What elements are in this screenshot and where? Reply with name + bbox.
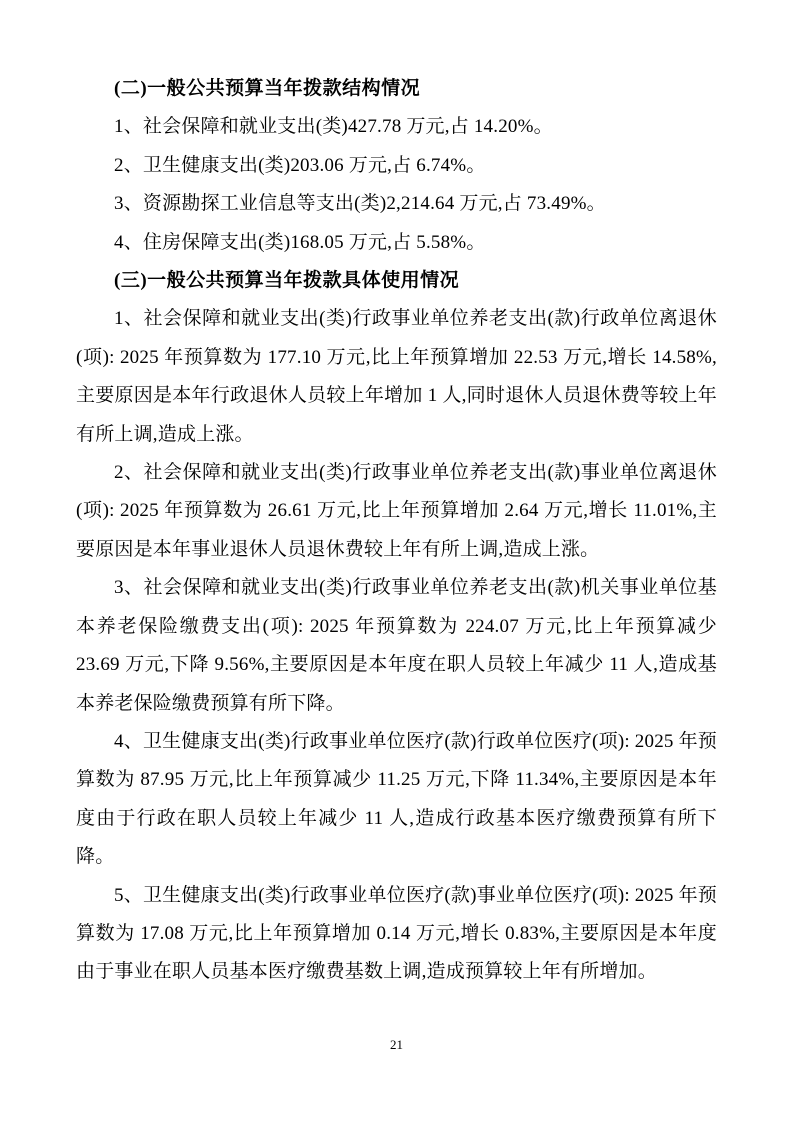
- usage-paragraph-institution-medical: 5、卫生健康支出(类)行政事业单位医疗(款)事业单位医疗(项): 2025 年预算数为 17.08 万元,比上年预算增加 0.14 万元,增长 0.83%,主要原因是本年度由于事业在职人员基本医疗缴费基数上调,造成预算较上年有所增加。: [76, 884, 717, 983]
- section-heading-allocation-usage: (三)一般公共预算当年拨款具体使用情况: [114, 270, 460, 292]
- structure-item-housing: 4、住房保障支出(类)168.05 万元,占 5.58%。: [114, 231, 486, 253]
- structure-item-social-security: 1、社会保障和就业支出(类)427.78 万元,占 14.20%。: [114, 116, 553, 138]
- usage-paragraph-institution-retirement: 2、社会保障和就业支出(类)行政事业单位养老支出(款)事业单位离退休(项): 2025 年预算数为 26.61 万元,比上年预算增加 2.64 万元,增长 11.01%,主要原因是本年事业退休人员退休费较上年有所上调,造成上涨。: [76, 462, 717, 560]
- structure-item-resource-exploration: 3、资源勘探工业信息等支出(类)2,214.64 万元,占 73.49%。: [114, 193, 606, 215]
- section-heading-allocation-structure: (二)一般公共预算当年拨款结构情况: [114, 78, 421, 99]
- usage-paragraph-admin-retirement: 1、社会保障和就业支出(类)行政事业单位养老支出(款)行政单位离退休(项): 2025 年预算数为 177.10 万元,比上年预算增加 22.53 万元,增长 14.58%,主要原因是本年行政退休人员较上年增加 1 人,同时退休人员退休费等较上年有所上调,造成上涨。: [76, 308, 717, 445]
- usage-paragraph-pension-insurance: 3、社会保障和就业支出(类)行政事业单位养老支出(款)机关事业单位基本养老保险缴费支出(项): 2025 年预算数为 224.07 万元,比上年预算减少 23.69 万元,下降 9.56%,主要原因是本年度在职人员较上年减少 11 人,造成基本养老保险缴费预算有所下降。: [76, 577, 717, 714]
- usage-paragraph-admin-medical: 4、卫生健康支出(类)行政事业单位医疗(款)行政单位医疗(项): 2025 年预算数为 87.95 万元,比上年预算减少 11.25 万元,下降 11.34%,主要原因是本年度由于行政在职人员较上年减少 11 人,造成行政基本医疗缴费预算有所下降。: [76, 730, 717, 868]
- structure-item-health: 2、卫生健康支出(类)203.06 万元,占 6.74%。: [114, 154, 486, 176]
- page-number: 21: [390, 1037, 403, 1052]
